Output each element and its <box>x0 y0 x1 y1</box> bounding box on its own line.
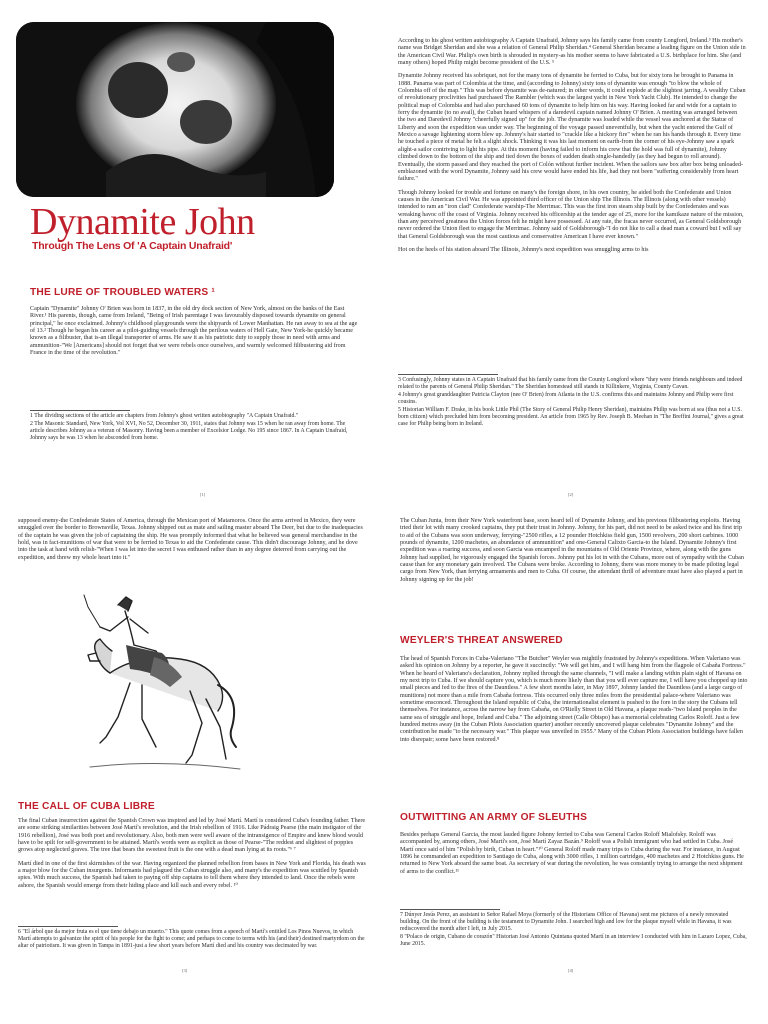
page-number: [4] <box>568 968 574 973</box>
footnote: 5 Historian William F. Drake, in his book Little Phil (The Story of General Philip Henry Sheridan), maintains Philip was born at sea (thus not a U.S. born citizen) which precluded him from becoming president. An article from 1965 by Rev. Joseph B. Meehan in "The Breffini Journal," gives a great case for Philip being born in Ireland. <box>398 407 744 427</box>
page-3 <box>0 512 384 1024</box>
footnote-rule <box>398 374 498 375</box>
body-text: The Cuban Junta, from their New York waterfront base, soon heard tell of Dynamite Johnny, and his previous filibustering exploits. Having tried their lot with many crooked captains, they put their trust in Johnny. Johnny, for his part, did not need to be asked twice and his first trip to aid of the Cubans was soon underway, ferrying-"2500 rifles, a 12 pounder Hotchkiss field gun, 1500 revolvers, 200 short carbines. 1000 pounds of dynamite, 1200 machetes, an abundance of ammunition" and one-General Calixto Garcia-to the Island. Dynamite Johnny's first expedition was a roaring success, and soon Garcia was encamped in the mountains of Old Oriente Province, where, along with the guns Johnny had supplied, he vigorously engaged the Spanish forces. Johnny put his lot in with the Cubans, more out of sympathy with the Cuban cause than for any monetary gain involved. The Cubans were broke. According to Johnny, there was more money to be made piloting legal cargo from New York, than ferrying armaments and men to Cuba. Of course, the attendant thrill of adventure must have also played a part in Johnny signing up for the job! <box>400 518 744 583</box>
paragraph: Dynamite Johnny received his sobriquet, not for the many tons of dynamite he ferried to Cuba, but for sixty tons he brought to Panama in 1888. Panama was part of Colombia at the time, and (according to Johnny) sixty tons of dynamite was enough "to blow the whole of Colombia off of the map." This was before dynamite was de-natured; in other words, it could explode at the slightest jarring. A wealthy Cuban of revolutionary proclivities had purchased The Rambler (which was the largest yacht in New York Yacht Club). He intended to change the political map of Colombia and had also purchased 60 tons of dynamite to help him on his way. Having looked far and wide for a captain to ferry the dynamite (to no avail), the Cuban heard whispers of a daredevil captain named Johnny O' Brien. A meeting was arranged between the two and Daredevil Johnny "cheerfully signed up" for the job. The dynamite was loaded while the vessel was anchored at the Statue of Liberty and soon the expedition was under way. The beginning of the voyage passed uneventfully, but when the yacht entered the Gulf of Mexico a savage lightening storm blew up. Johnny's hair started to "crackle like a hickory fire" when he ran his hands through it. Every time he touched a piece of metal he felt a slight shock. Thinking it was his last moment on earth-from the corner of his eye-Johnny saw a spark alight-a sailor contriving to light his pipe. At this moment (having failed to inform his crew that the hold was full of dynamite), Johnny climbed down to the bottom of the ship and tied down the boxes of sudden death single-handedly (as they had begun to roll around). Eventually, the storm passed and they reached the port of Colón without further incident. When the sailors saw box after box being unloaded-emblazoned with the word Dynamite, Johnny said his crew would have ended his life, had they not been "suffering considerably from heart failure." <box>398 73 746 183</box>
body-text: Besides perhaps General Garcia, the most lauded figure Johnny ferried to Cuba was General Carlos Roloff Mialofsky. Roloff was accompanied by, among others, José Martí's son, José Martí Zayaz Bazán.⁹ Roloff was a Polish immigrant who had settled in Cuba. José Martí once said of him "Polish by birth, Cuban in heart."¹⁰ General Roloff made many trips to Cuba during the war. For instance, in August 1896 he commanded an expedition to Santiago de Cuba, along with 3000 rifles, 1 million cartridges, 400 machetes and 2 Hotchkiss guns. He returned to New York aboard the same boat. As secretary of war during the revolution, he was constantly trying to arrange the next shipment of arms to the conflict.¹¹ <box>400 832 744 875</box>
paragraph: Martí died in one of the first skirmishes of the war. Having organized the planned rebellion from bases in New York and Florida, his death was a major blow for the Cuban insurgents. Informants had plagued the Cuban struggle also, and many's the expedition was scuttled by Spanish spies. With much success, the Spanish had taken to paying off ship captains to tell them where they intended to land. Once the rebels were ashore, the Spanish would emerge from their hiding place and kill each and every rebel. ¹⁰ <box>18 860 366 889</box>
page-number: [3] <box>182 968 188 973</box>
footnotes <box>18 929 366 951</box>
footnotes <box>400 912 748 949</box>
footnotes <box>398 377 746 429</box>
page-4 <box>384 512 768 1024</box>
section-heading-sleuths: OUTWITTING AN ARMY OF SLEUTHS <box>400 812 588 823</box>
body-text: The head of Spanish Forces in Cuba-Valeriano "The Butcher" Weyler was mightily frustrated by Johnny's expeditions. When Valeriano was asked his opinion on Johnny by a reporter, he gave it succinctly: "We will get him, and I will hang him from the flagpole of Cabaña Fortress." When he heard of Valeriano's declaration, Johnny replied through the same channels, "I will make a landing within plain sight of Havana on my next trip to Cuba. If we should capture you, which is much more likely than that you will ever capture me, I will have you chopped up into small pieces and fed to the fires of the Dauntless." A few short months later, in May 1897, Johnny landed the Dauntless (and a large cargo of munitions) not more than a mile from Cabaña fortress. This occurred only three miles from the presidential palace-where Valeriano was sometime ensconced. Throughout the Island republic of Cuba, the internationalist element is pushed to the fore in the story the Cubans tell themselves. For instance, across the narrow bay from Cabaña, on O'Rielly Street in Old Havana, a plaque reads-"two Island peoples in the same sea of struggle and hope, Ireland and Cuba." The adjoining street (Calle Obispo) has a memorial celebrating Carlos Roloff. Just a few hundred metres away (in the Cuban Pilots Association quarter) another recently uncovered plaque celebrates "Dynamite Johnny" and the contribution he made "to the necessary war." This plaque was unveiled in 1955.⁷ Many of the Cuban Pilots Association buildings have fallen into disrepair; some have been restored.⁸ <box>400 656 748 743</box>
page-2 <box>384 0 768 512</box>
paragraph: Though Johnny looked for trouble and fortune on many's the foreign shore, in his own country, he aided both the Confederate and Union causes in the American Civil War. He was appointed third officer of the Union ship The Illinois. The Illinois (along with other vessels) intended to ram an "iron clad" Confederate warship-The Merrimac. This was the first iron steam ship built by the Confederates and was wreaking havoc off the coast of Virginia. Johnny received his officership at the tender age of 25, more for the kamikaze nature of the mission, than any perceived greatness the Union forces felt he might have possessed. At any rate, the fracas never occurred, as General Goldsborough never ordered the Union fleet to engage the Merrimac. Johnny said of Goldsborough-"I do not like to call a dead man a coward but I will say that General Goldsborough was the most cautious and conservative American I have ever known." <box>398 189 744 240</box>
section-heading-cuba-libre: THE CALL OF CUBA LIBRE <box>18 801 155 812</box>
footnote: 8 "Polaco de origin, Cubano de corazón" Historian José Antonio Quintana quoted Martí in an interview I conducted with him in Lazaro Lopez, Cuba, June 2015. <box>400 934 747 947</box>
body-text <box>398 38 746 260</box>
body-text <box>18 818 366 896</box>
footnote: 1 The dividing sections of the article are chapters from Johnny's ghost written autobiography "A Captain Unafraid." <box>30 413 299 419</box>
footnote-rule <box>30 410 130 411</box>
section-heading-lure: THE LURE OF TROUBLED WATERS ¹ <box>30 287 216 298</box>
horseman-graphic <box>70 587 250 777</box>
footnotes <box>30 413 360 443</box>
article-title: Dynamite John <box>30 201 255 243</box>
footnote: 4 Johnny's great granddaughter Patricia Clayton (nee O' Brien) from Atlanta in the U.S. confirms this and maintains Johnny and Philip were first cousins. <box>398 392 734 405</box>
horseman-illustration <box>70 587 250 777</box>
footnote: 2 The Masonic Standard, New York, Vol XVI, No 52, December 30, 1911, states that Johnny was 15 when he ran away from home. The article describes Johnny as a veteran of Masonry. Having been a member of Excelsior Lodge. No 195 since 1867. In A Captain Unafraid, Johnny says he was 13 when he absconded from home. <box>30 421 348 441</box>
footnote-rule <box>400 909 500 910</box>
page-number: [1] <box>200 492 206 497</box>
footnote-rule <box>18 926 118 927</box>
paragraph: Hot on the heels of his station aboard The Illinois, Johnny's next expedition was smuggling arms to his <box>398 246 649 253</box>
paragraph: According to his ghost written autobiography A Captain Unafraid, Johnny says his family came from county Longford, Ireland.³ His mother's name was Bridget Sheridan and she was a relation of General Philip Sheridan.⁴ General Sheridan became a leading figure on the Union side in the American Civil War. Philip's own birth is shrouded in mystery-as his mother seems to have fabricated a U.S. birthplace for him. She (and many others) hoped Philip might become president of the U.S. ⁵ <box>398 38 746 67</box>
section-heading-weyler: WEYLER'S THREAT ANSWERED <box>400 635 563 646</box>
page-1 <box>0 0 384 512</box>
page-number: [2] <box>568 492 574 497</box>
footnote: 7 Dúnyer Jesús Perez, an assistant to Señor Rafael Moya (formerly of the Historians Office of Havana) sent me pictures of a newly renovated building. On the front of the building is the testament to Dynamite John. I searched high and low for the plaque myself while in Havana, it was rediscovered the month after I left, in July 2015. <box>400 912 732 932</box>
footnote: 6 "El árbol que da mejor fruta es el que tiene debajo un muerto." This quote comes from a speech of Martí's entitled Los Pinos Nuevos, in which Martí attempts to galvanize the spirit of his people for the fight to come; and perhaps to come to terms with his (and their) destined martyrdom on the altar of patriotism. It was given in Tampa in 1891-just a few short years before Martí died and his country was decimated by war. <box>18 929 365 949</box>
body-text: Captain "Dynamite" Johnny O' Brien was born in 1837, in the old dry dock section of New York, almost on the banks of the East River.¹ His parents, though, came from Ireland, "Being of Irish parentage I was favourably disposed towards dynamite on general principal," he once exclaimed. Johnny's childhood playgrounds were the shipyards of Lower Manhattan. He ran away to sea at the age of 13.² Though he began his career as a pilot-guiding vessels through the perilous waters of Hell Gate, New York-he quickly became known as a filibuster, that is-an illegal transporter of arms. He saw it as his patriotic duty to supply those in need with arms and ammunition-"We [Americans] should not forget that we were rebels once ourselves, and warmly welcomed filibustering aid from France in the time of the revolution." <box>30 306 358 357</box>
footnote: 3 Confusingly, Johnny states in A Captain Unafraid that his family came from the County Longford where "they were friends neighbours and indeed related to the parents of General Philip Sheridan." The Sheridan homestead still stands in Killinkere, Virginia, County Cavan. <box>398 377 743 390</box>
body-text: supposed enemy-the Confederate States of America, through the Mexican port of Matamoros. Once the arms arrived in Mexico, they were smuggled over the border to Brownsville, Texas. Johnny shipped out as mate and sailing master aboard The Deer, but due to the inadequacies of the captain he was given the job of captaining the ship. He was promptly informed that what he believed was general merchandise in the hold, was in fact-munitions of war that were to be ferried to Texas to aid the Confederate cause. This didn't discourage Johnny, and he dove into the task at hand with relish-"When I was let into the secret I was enthused rather than in any degree deterred from carrying out the expedition, and threw my whole heart into it." <box>18 518 363 561</box>
article-subtitle: Through The Lens Of 'A Captain Unafraid' <box>32 240 233 252</box>
paragraph: The final Cuban insurrection against the Spanish Crown was inspired and led by José Martí. Martí is considered Cuba's founding father. There are some striking similarities between José Martí's revolution, and the Irish rebellion of 1916. Like Pádraig Pearse (the main instigator of the 1916 rebellion), José was both poet and revolutionary. Also, both men were well aware of the intransigence of Empire and knew blood would have to be spilt for self-government to be attained. Martí's words were as explicit as those of Pearse-"The reddest and slightest of poppies grows atop neglected graves. The tree that bears the sweetest fruit is the one with a dead man lying at its roots."⁶ ⁷ <box>18 818 366 854</box>
cave-light-graphic <box>16 22 334 197</box>
cave-light-image <box>16 22 334 197</box>
